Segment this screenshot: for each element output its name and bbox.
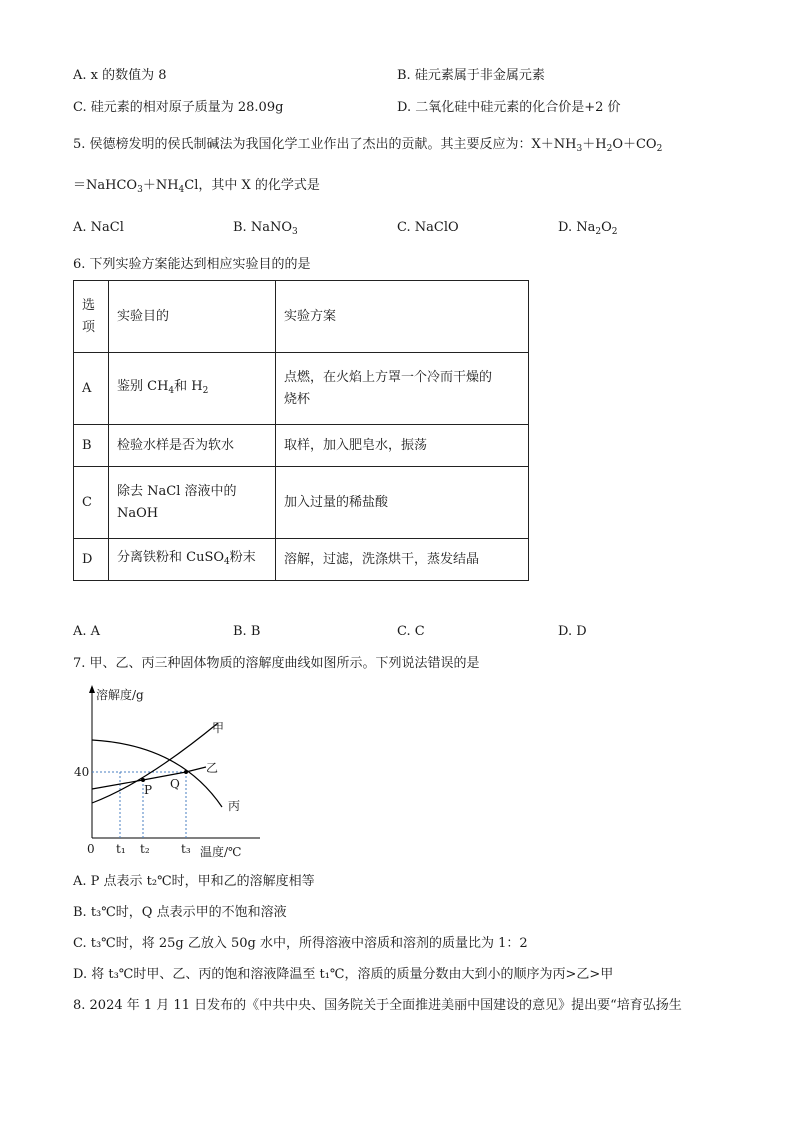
row-goal: 除去 NaCl 溶液中的 NaOH <box>109 467 276 539</box>
point-p-label: P <box>144 783 153 797</box>
q6-option-a: A. A <box>73 624 101 639</box>
q4-option-a: A. x 的数值为 8 <box>73 68 167 83</box>
q7-option-b: B. t₃℃时，Q 点表示甲的不饱和溶液 <box>73 905 287 920</box>
row-option: B <box>74 425 109 467</box>
series-jia-label: 甲 <box>212 721 225 735</box>
q5-stem-end: ，其中 X 的化学式是 <box>198 178 320 193</box>
series-jia-curve <box>92 723 218 803</box>
table-row <box>74 467 529 539</box>
series-bing-label: 丙 <box>228 799 241 813</box>
q5-equation-right: $=NaHCO_3+NH_4Cl$，其中 X 的化学式是 <box>73 178 320 195</box>
q5-option-b: B. NaNO$_3$ <box>233 220 298 237</box>
q5-option-c: C. NaClO <box>397 220 459 235</box>
q7-option-d: D. 将 t₃℃时甲、乙、丙的饱和溶液降温至 t₁℃，溶质的质量分数由大到小的顺序为丙>乙>甲 <box>73 967 614 982</box>
series-bing-curve <box>92 740 222 807</box>
row-plan: 加入过量的稀盐酸 <box>276 467 529 539</box>
x-tick-label-t2: t₂ <box>140 842 150 856</box>
table-row <box>74 425 529 467</box>
solubility-chart <box>60 683 270 863</box>
table-row <box>74 353 529 425</box>
q7-stem: 7. 甲、乙、丙三种固体物质的溶解度曲线如图所示。下列说法错误的是 <box>73 656 480 671</box>
header-option: 选 项 <box>74 281 109 353</box>
q7-option-c: C. t₃℃时，将 25g 乙放入 50g 水中，所得溶液中溶质和溶剂的质量比为 1：2 <box>73 936 528 951</box>
q6-option-d: D. D <box>558 624 587 639</box>
y-axis-arrow <box>89 685 95 693</box>
row-goal: 分离铁粉和 CuSO$_4$粉末 <box>109 539 276 581</box>
row-plan: 溶解，过滤，洗涤烘干，蒸发结晶 <box>276 539 529 581</box>
origin-label: 0 <box>87 842 95 856</box>
q4-option-b: B. 硅元素属于非金属元素 <box>397 68 545 83</box>
q6-stem: 6. 下列实验方案能达到相应实验目的的是 <box>73 257 311 272</box>
row-plan: 点燃，在火焰上方罩一个冷而干燥的 烧杯 <box>276 353 529 425</box>
series-yi-label: 乙 <box>206 761 219 775</box>
point-q-label: Q <box>170 777 180 791</box>
row-plan: 取样，加入肥皂水，振荡 <box>276 425 529 467</box>
q4-option-d: D. 二氧化硅中硅元素的化合价是+2 价 <box>397 100 621 115</box>
row-option: C <box>74 467 109 539</box>
solubility-chart-svg <box>60 683 270 863</box>
x-axis-label: 温度/℃ <box>200 845 242 859</box>
q7-option-a: A. P 点表示 t₂℃时，甲和乙的溶解度相等 <box>73 874 315 889</box>
q5-stem-start: 5. 侯德榜发明的侯氏制碱法为我国化学工业作出了杰出的贡献。其主要反应为： <box>73 137 532 152</box>
row-goal: 鉴别 $CH_4$和 $H_2$ <box>109 353 276 425</box>
y-tick-label: 40 <box>74 765 90 779</box>
x-tick-label-t1: t₁ <box>116 842 126 856</box>
q5-equation-left: $X+NH_3+H_2O+CO_2$ <box>531 137 663 154</box>
y-axis-label: 溶解度/g <box>96 688 144 702</box>
q5-option-d: D. $Na_2O_2$ <box>558 220 618 237</box>
experiment-table <box>73 280 529 581</box>
q4-option-c: C. 硅元素的相对原子质量为 28.09g <box>73 100 284 115</box>
point-q <box>184 770 188 774</box>
row-option: A <box>74 353 109 425</box>
table-row <box>74 539 529 581</box>
q5-stem <box>73 136 662 158</box>
row-goal: 检验水样是否为软水 <box>109 425 276 467</box>
q6-option-b: B. B <box>233 624 261 639</box>
q6-option-c: C. C <box>397 624 425 639</box>
table-header-row <box>74 281 529 353</box>
q8-stem: 8. 2024 年 1 月 11 日发布的《中共中央、国务院关于全面推进美丽中国建设的意见》提出要“培育弘扬生 <box>73 998 682 1013</box>
q5-option-a: A. NaCl <box>73 220 124 235</box>
point-p <box>141 778 145 782</box>
header-goal: 实验目的 <box>109 281 276 353</box>
header-plan: 实验方案 <box>276 281 529 353</box>
row-option: D <box>74 539 109 581</box>
x-tick-label-t3: t₃ <box>181 842 191 856</box>
